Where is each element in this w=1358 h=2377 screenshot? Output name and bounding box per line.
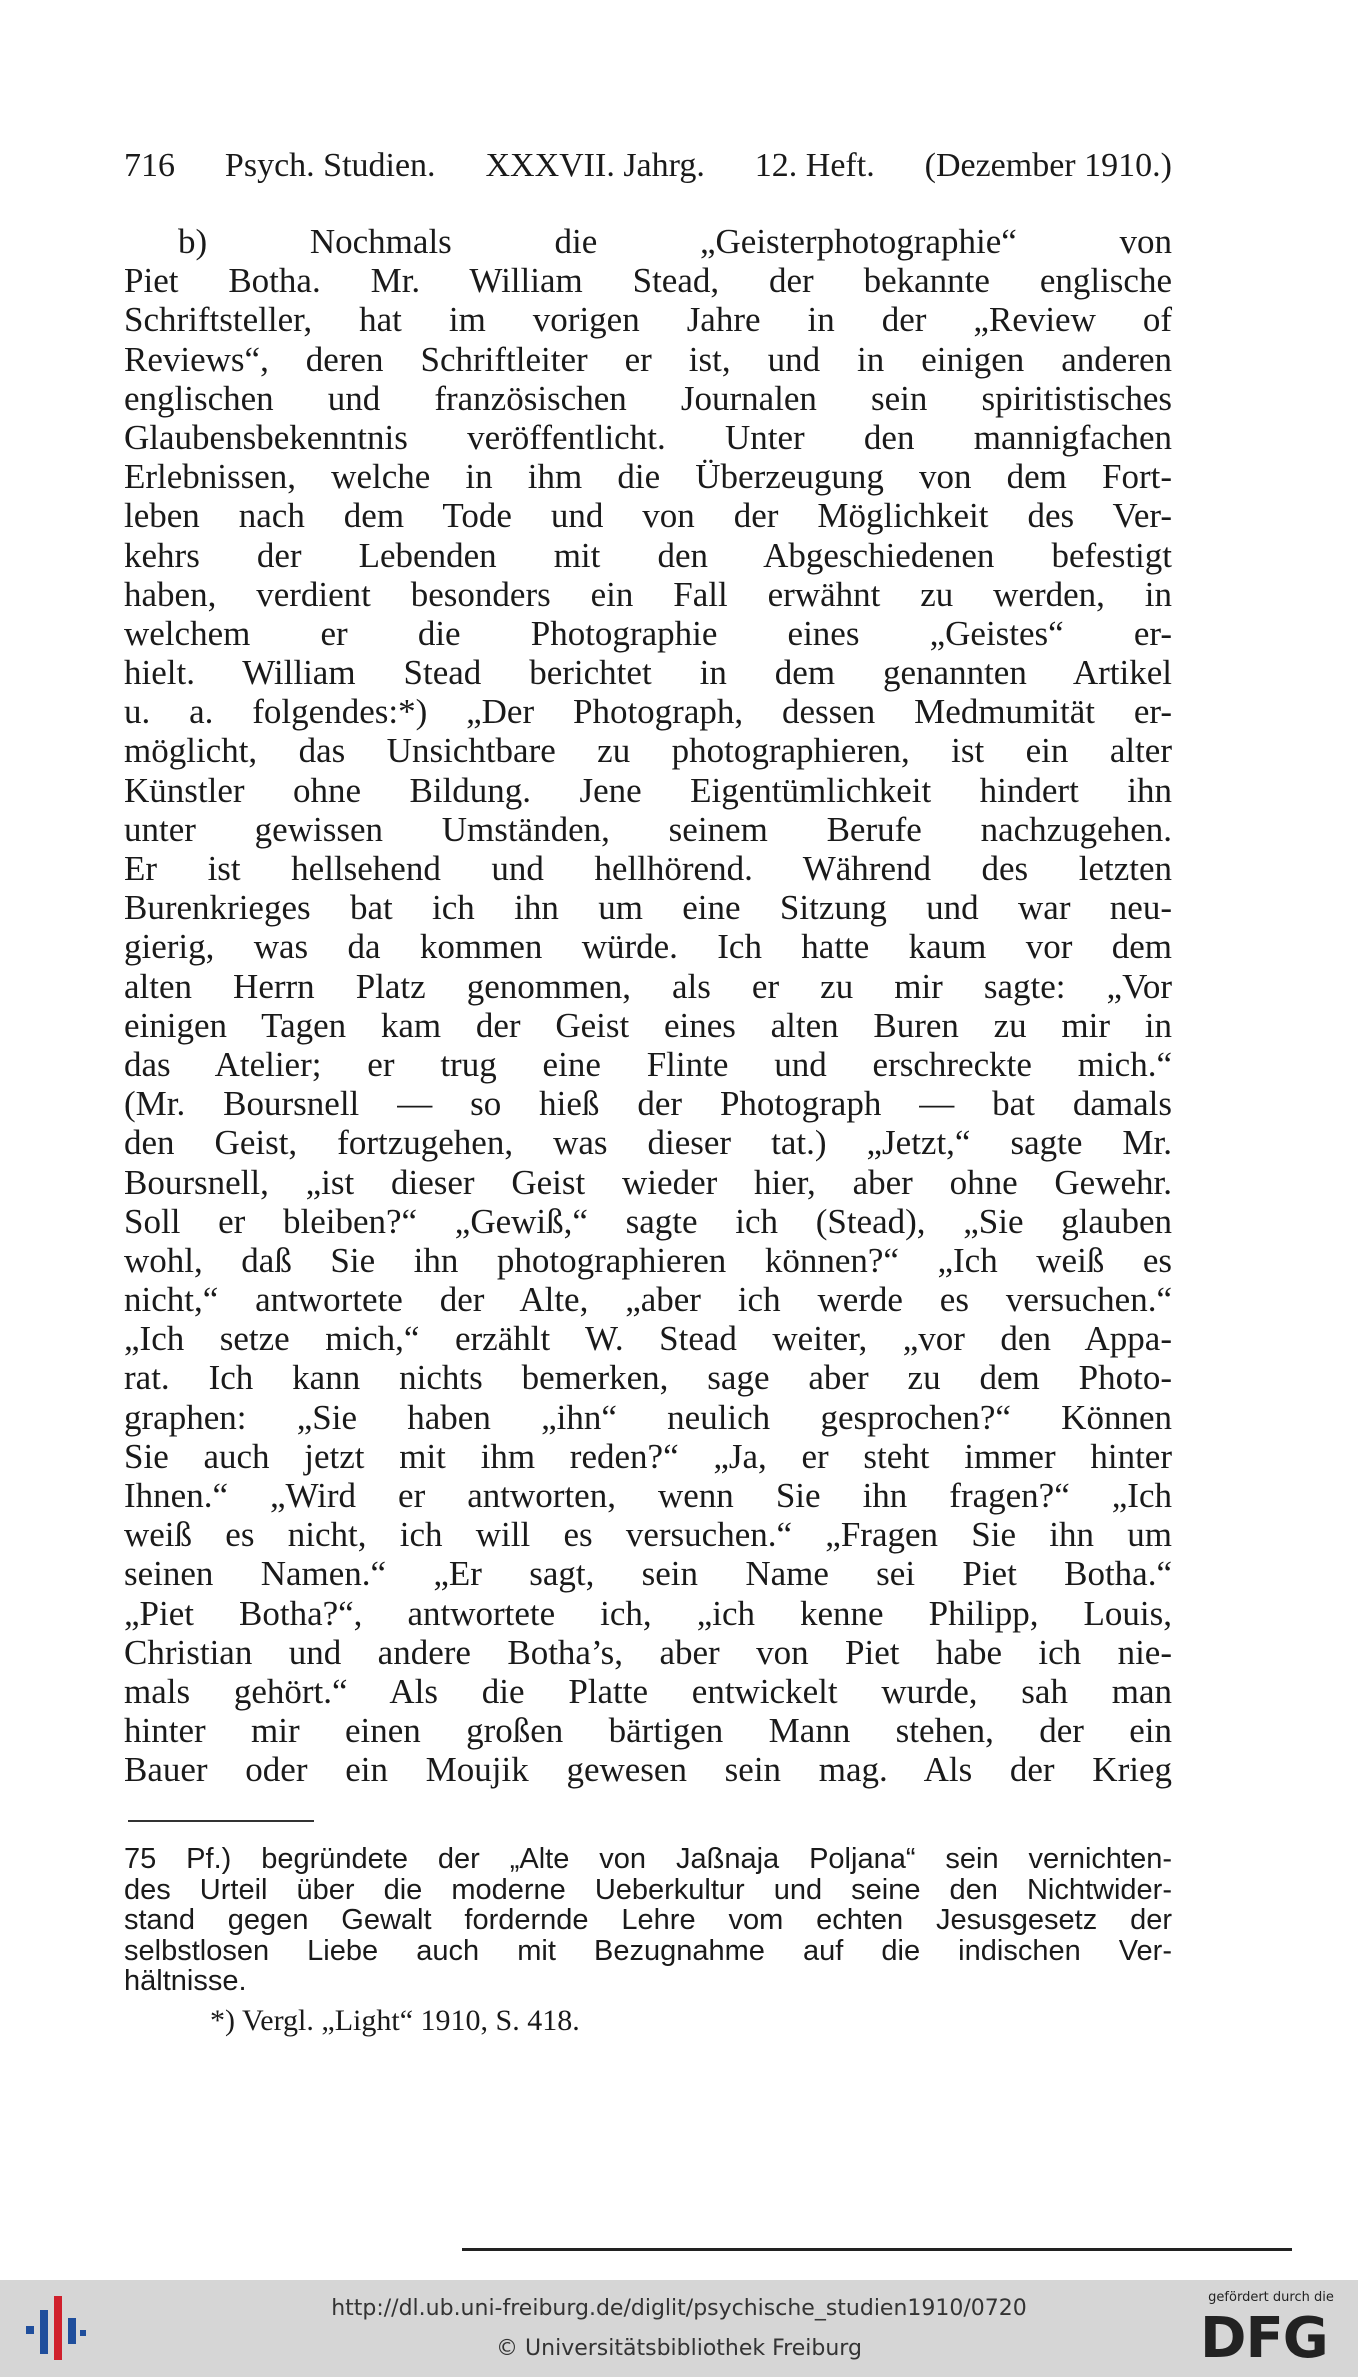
- footer-bar: [0, 2280, 1358, 2377]
- running-header: [124, 146, 1172, 186]
- footnote-star: *) Vergl. „Light“ 1910, S. 418.: [210, 2004, 580, 2037]
- footnote-divider: [128, 1820, 314, 1822]
- text-line: Sie auch jetzt mit ihm reden?“ „Ja, er steht immer hinter: [124, 1436, 1172, 1476]
- source-url-link[interactable]: http://dl.ub.uni-freiburg.de/diglit/psychische_studien1910/0720: [331, 2296, 1027, 2321]
- text-line: „Piet Botha?“, antwortete ich, „ich kenne Philipp, Louis,: [124, 1593, 1172, 1633]
- footnote-line: des Urteil über die moderne Ueberkultur und seine den Nichtwider-: [124, 1873, 1172, 1906]
- issue: 12. Heft.: [754, 147, 875, 184]
- text-line: Christian und andere Botha’s, aber von Piet habe ich nie-: [124, 1632, 1172, 1672]
- text-line: nicht,“ antwortete der Alte, „aber ich werde es versuchen.“: [124, 1280, 1172, 1320]
- text-line: den Geist, fortzugehen, was dieser tat.) „Jetzt,“ sagte Mr.: [124, 1123, 1172, 1163]
- text-line: kehrs der Lebenden mit den Abgeschiedenen befestigt: [124, 535, 1172, 575]
- footnote-continued: [124, 1844, 1172, 1997]
- dfg-label: DFG: [1200, 2306, 1328, 2371]
- text-line: hinter mir einen großen bärtigen Mann stehen, der ein: [124, 1711, 1172, 1751]
- text-line: „Ich setze mich,“ erzählt W. Stead weiter, „vor den Appa-: [124, 1319, 1172, 1359]
- footnote-line: 75 Pf.) begründete der „Alte von Jaßnaja Poljana“ sein vernichten-: [124, 1843, 1172, 1875]
- volume: XXXVII. Jahrg.: [485, 147, 705, 184]
- text-line: hielt. William Stead berichtet in dem genannten Artikel: [124, 653, 1172, 693]
- text-line: welchem er die Photographie eines „Geistes“ er-: [124, 613, 1172, 653]
- text-line: Piet Botha. Mr. William Stead, der bekannte englische: [124, 261, 1172, 301]
- text-line: Schriftsteller, hat im vorigen Jahre in der „Review of: [124, 300, 1172, 340]
- text-line: gierig, was da kommen würde. Ich hatte kaum vor dem: [124, 927, 1172, 967]
- text-line: weiß es nicht, ich will es versuchen.“ „Fragen Sie ihn um: [124, 1515, 1172, 1555]
- text-line: Erlebnissen, welche in ihm die Überzeugung von dem Fort-: [124, 457, 1172, 497]
- text-line: Boursnell, „ist dieser Geist wieder hier, aber ohne Gewehr.: [124, 1162, 1172, 1202]
- text-line: Er ist hellsehend und hellhörend. Während des letzten: [124, 849, 1172, 888]
- text-line: Soll er bleiben?“ „Gewiß,“ sagte ich (Stead), „Sie glauben: [124, 1201, 1172, 1241]
- issue-date: (Dezember 1910.): [924, 147, 1172, 184]
- text-line: Reviews“, deren Schriftleiter er ist, und in einigen anderen: [124, 339, 1172, 379]
- text-line: alten Herrn Platz genommen, als er zu mir sagte: „Vor: [124, 966, 1172, 1006]
- text-line: Bauer oder ein Moujik gewesen sein mag. Als der Krieg: [124, 1750, 1172, 1790]
- text-line: möglicht, das Unsichtbare zu photographieren, ist ein alter: [124, 731, 1172, 771]
- text-line: wohl, daß Sie ihn photographieren können?“ „Ich weiß es: [124, 1240, 1172, 1280]
- footnote-line: selbstlosen Liebe auch mit Bezugnahme auf die indischen Ver-: [124, 1934, 1172, 1967]
- footnote-line: hältnisse.: [124, 1965, 247, 1997]
- text-line: Glaubensbekenntnis veröffentlicht. Unter den mannigfachen: [124, 417, 1172, 457]
- text-line: u. a. folgendes:*) „Der Photograph, dessen Medmumität er-: [124, 692, 1172, 732]
- bottom-rule: [462, 2248, 1292, 2251]
- copyright-notice: © Universitätsbibliothek Freiburg: [496, 2336, 862, 2361]
- text-line: Burenkrieges bat ich ihn um eine Sitzung und war neu-: [124, 888, 1172, 928]
- text-line: (Mr. Boursnell — so hieß der Photograph — bat damals: [124, 1084, 1172, 1124]
- main-text: [124, 222, 1172, 1790]
- text-line: b) Nochmals die „Geisterphotographie“ von: [178, 222, 1172, 261]
- text-line: haben, verdient besonders ein Fall erwähnt zu werden, in: [124, 574, 1172, 614]
- text-line: graphen: „Sie haben „ihn“ neulich gesprochen?“ Können: [124, 1397, 1172, 1437]
- journal-title: Psych. Studien.: [224, 147, 436, 184]
- text-line: leben nach dem Tode und von der Möglichkeit des Ver-: [124, 496, 1172, 536]
- text-line: rat. Ich kann nichts bemerken, sage aber zu dem Photo-: [124, 1358, 1172, 1398]
- text-line: das Atelier; er trug eine Flinte und erschreckte mich.“: [124, 1044, 1172, 1084]
- dfg-logo-icon: [1196, 2290, 1346, 2370]
- text-line: seinen Namen.“ „Er sagt, sein Name sei Piet Botha.“: [124, 1554, 1172, 1594]
- dfg-tagline: gefördert durch die: [1208, 2290, 1334, 2305]
- text-line: mals gehört.“ Als die Platte entwickelt wurde, sah man: [124, 1671, 1172, 1711]
- text-line: Künstler ohne Bildung. Jene Eigentümlichkeit hindert ihn: [124, 770, 1172, 810]
- text-line: einigen Tagen kam der Geist eines alten Buren zu mir in: [124, 1005, 1172, 1045]
- text-line: unter gewissen Umständen, seinem Berufe nachzugehen.: [124, 809, 1172, 849]
- footnote-line: stand gegen Gewalt fordernde Lehre vom echten Jesusgesetz der: [124, 1904, 1172, 1936]
- text-line: Ihnen.“ „Wird er antworten, wenn Sie ihn fragen?“ „Ich: [124, 1476, 1172, 1515]
- page-number: 716: [124, 147, 175, 184]
- text-line: englischen und französischen Journalen sein spiritistisches: [124, 378, 1172, 418]
